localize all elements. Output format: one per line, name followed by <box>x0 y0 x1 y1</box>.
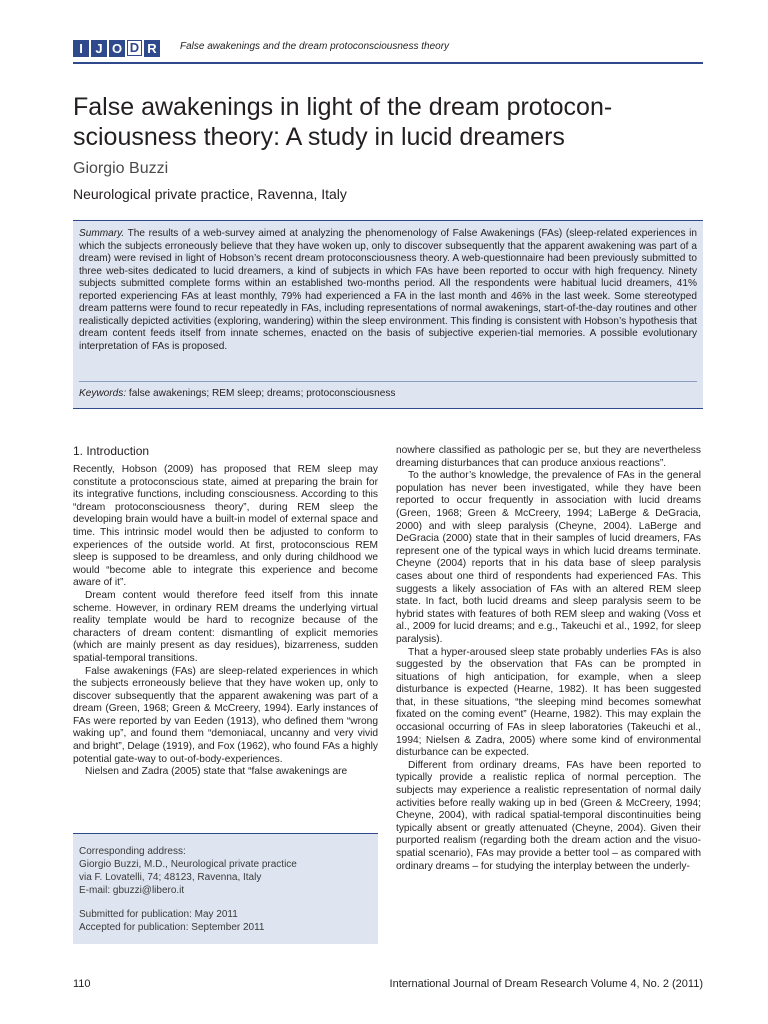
body-paragraph: Different from ordinary dreams, FAs have been reported to typically provide a realistic replica of normal perception. The subjects may experience a realistic representation of normal daily activities before really waking up in bed (Green & McCreery, 1994; Cheyne, 2004), with radical spatial-temporal discontinuities being typically absent or greatly attenuated (Cheyne, 2004). Given their purported realism (regarding both the dream action and the visuo-spatial scenario), FAs may provide a better tool – as compared with ordinary dreams – for studying the interplay between the underly- <box>396 759 701 872</box>
logo-letter: O <box>109 40 125 57</box>
section-heading: 1. Introduction <box>73 444 150 458</box>
body-paragraph: nowhere classified as pathologic per se, but they are nevertheless dreaming disturbances that can produce anxious reactions”. <box>396 445 701 469</box>
body-paragraph: False awakenings (FAs) are sleep-related experiences in which the subjects erroneously believe that they have woken up, only to discover subsequently that the apparent awakening was part of a dream (Green, 1968; Green & McCreery, 1994). Early instances of FAs were reported by van Eeden (1913), who defined them “wrong waking up”, and found them “demoniacal, uncanny and very vivid and bright”, Delage (1919), and Fox (1962), who found FAs a highly potential gate-way to out-of-body-experiences. <box>73 665 378 765</box>
summary-text: The results of a web-survey aimed at analyzing the phenomenology of False Awakenings (FAs) (sleep-related experiences in which the subjects erroneously believe that they have woken up, only to discover subsequently that the apparent awakening was part of a dream) were revised in light of Hobson’s recent dream protoconsciousness theory. A web-questionnaire had been previously submitted to three web-sites dedicated to lucid dreamers, a kind of subjects in which FAs have been reported to occur with high frequency. Ninety subjects submitted complete forms within an established two-months period. All the respondents were habitual lucid dreamers, 41% reported experiencing FAs at least monthly, 79% had experienced a FA in the last month and 46% in the last week. Some stereotyped dream patterns were found to recur repeatedly in FAs, including representations of normal awakenings, start-of-the-day routines and other realistically depicted activities (exploring, wandering) within the sleep environment. This finding is consistent with Hobson’s hypothesis that dream content feeds itself from innate schemes, enacted on the basis of subjective experien-tial memories. A possible evolutionary interpretation of FAs is proposed. <box>79 228 697 352</box>
correspondence-street: via F. Lovatelli, 74; 48123, Ravenna, Italy <box>79 872 262 883</box>
body-paragraph: Recently, Hobson (2009) has proposed that REM sleep may constitute a protoconscious state, aimed at preparing the brain for its integrative functions, including consciousness. According to this “dream protoconsciousness theory”, during REM sleep the developing brain would have a built-in model of external space and time. This intrinsic model would then be adjusted to conform to experiences of the outside world. At first, protoconscious REM sleep is supposed to be dreamless, and only during childhood we would “become able to integrate this experience and become aware of it”. <box>73 464 378 589</box>
right-column <box>396 445 701 873</box>
logo-letter: D <box>127 40 142 56</box>
correspondence-name: Giorgio Buzzi, M.D., Neurological private practice <box>79 859 297 870</box>
logo-letter: J <box>91 40 107 57</box>
correspondence-heading: Corresponding address: <box>79 846 186 857</box>
running-head: False awakenings and the dream protoconsciousness theory <box>180 41 450 52</box>
logo-letter: I <box>73 40 89 57</box>
summary-label: Summary. <box>79 228 125 239</box>
abstract-box <box>73 220 703 409</box>
header-rule <box>73 62 703 64</box>
author-affiliation: Neurological private practice, Ravenna, Italy <box>73 186 347 202</box>
author-name: Giorgio Buzzi <box>73 160 169 177</box>
page-number: 110 <box>73 978 91 990</box>
journal-citation: International Journal of Dream Research Volume 4, No. 2 (2011) <box>389 978 703 990</box>
accepted-date: Accepted for publication: September 2011 <box>79 922 265 933</box>
correspondence-email: E-mail: gbuzzi@libero.it <box>79 885 185 896</box>
left-column <box>73 464 378 779</box>
abstract-divider <box>79 381 697 382</box>
page-header <box>73 38 703 64</box>
title-line-1: False awakenings in light of the dream protocon- <box>73 93 613 121</box>
body-paragraph: To the author’s knowledge, the prevalence of FAs in the general population has never been investigated, while they have been reported to occur frequently in association with lucid dreams (Green, 1968; Green & McCreery, 1994; LaBerge & DeGracia, 2000) and with sleep paralysis (Cheyne, 2004). LaBerge and DeGracia (2000) state that in their samples of lucid dreamers, FAs represent one of the typical ways in which lucid dreams terminate. Cheyne (2004) reports that in his data base of sleep paralysis cases about one third of respondents had experienced FAs. This suggests a likely association of FAs with an altered REM sleep state. In fact, both lucid dreams and sleep paralysis seem to be hybrid states with features of both REM sleep and waking (Voss et al., 2009 for lucid dreams; and e.g., Takeuchi et al., 1992, for sleep paralysis). <box>396 470 701 645</box>
keywords-label: Keywords: <box>79 388 127 399</box>
journal-logo <box>73 40 162 57</box>
abstract-summary <box>79 228 697 353</box>
body-paragraph: Nielsen and Zadra (2005) state that “false awakenings are <box>85 766 348 778</box>
logo-letter: R <box>144 40 160 57</box>
body-paragraph: Dream content would therefore feed itself from this innate scheme. However, in ordinary REM dreams the underlying virtual reality template would be hard to recognize because of the characters of dream content: dismantling of explicit memories (which are mainly present as day residues), bizarreness, sudden spatial-temporal transitions. <box>73 589 378 664</box>
submitted-date: Submitted for publication: May 2011 <box>79 909 238 920</box>
body-paragraph: That a hyper-aroused sleep state probably underlies FAs is also suggested by the observation that FAs can be prompted in situations of high anticipation, for example, when a sleep disturbance is expected (Hearne, 1982). It has been suggested that, in these situations, “the sleeping mind becomes somewhat fixated on the coming event” (Hearne, 1982). This may explain the occasional occurring of FAs in sleep laboratories (Takeuchi et al., 1994; Nielsen & Zadra, 2005) where some kind of environmental disturbance can be expected. <box>396 646 701 759</box>
title-line-2: sciousness theory: A study in lucid dreamers <box>73 123 565 151</box>
abstract-keywords <box>79 388 697 401</box>
keywords-text: false awakenings; REM sleep; dreams; protoconsciousness <box>126 388 396 399</box>
correspondence-box <box>73 833 378 944</box>
article-title <box>73 92 713 152</box>
